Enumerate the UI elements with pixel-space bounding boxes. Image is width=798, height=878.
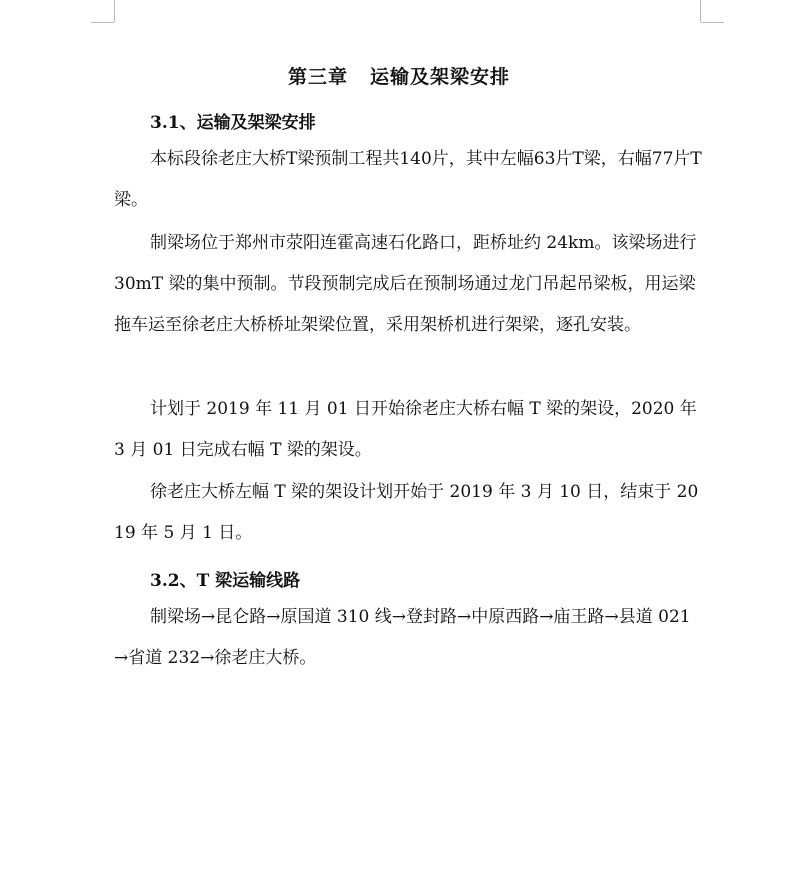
section-heading-3-2: 3.2、T 梁运输线路 (150, 571, 301, 591)
paragraph-left-span-schedule: 徐老庄大桥左幅 T 梁的架设计划开始于 2019 年 3 月 10 日，结束于 2019 年 5 月 1 日。 (114, 482, 699, 543)
paragraph-transport-route: 制梁场→昆仑路→原国道 310 线→登封路→中原西路→庙王路→县道 021→省道 232→徐老庄大桥。 (114, 607, 691, 668)
chapter-number: 第三章 (287, 66, 348, 88)
paragraph-beam-quantity: 本标段徐老庄大桥T梁预制工程共140片，其中左幅63片T梁，右幅77片T梁。 (114, 149, 702, 210)
chapter-title-text: 运输及架梁安排 (370, 66, 511, 88)
paragraph-beam-yard: 制梁场位于郑州市荥阳连霍高速石化路口，距桥址约 24km。该梁场进行 30mT 梁的集中预制。节段预制完成后在预制场通过龙门吊起吊梁板，用运梁拖车运至徐老庄大桥桥址架梁位置，采用架桥机进行架梁，逐孔安装。 (114, 233, 697, 335)
chapter-title (0, 62, 798, 89)
section-heading-3-1: 3.1、运输及架梁安排 (150, 113, 316, 133)
paragraph-right-span-schedule: 计划于 2019 年 11 月 01 日开始徐老庄大桥右幅 T 梁的架设，2020 年 3 月 01 日完成右幅 T 梁的架设。 (114, 399, 697, 460)
